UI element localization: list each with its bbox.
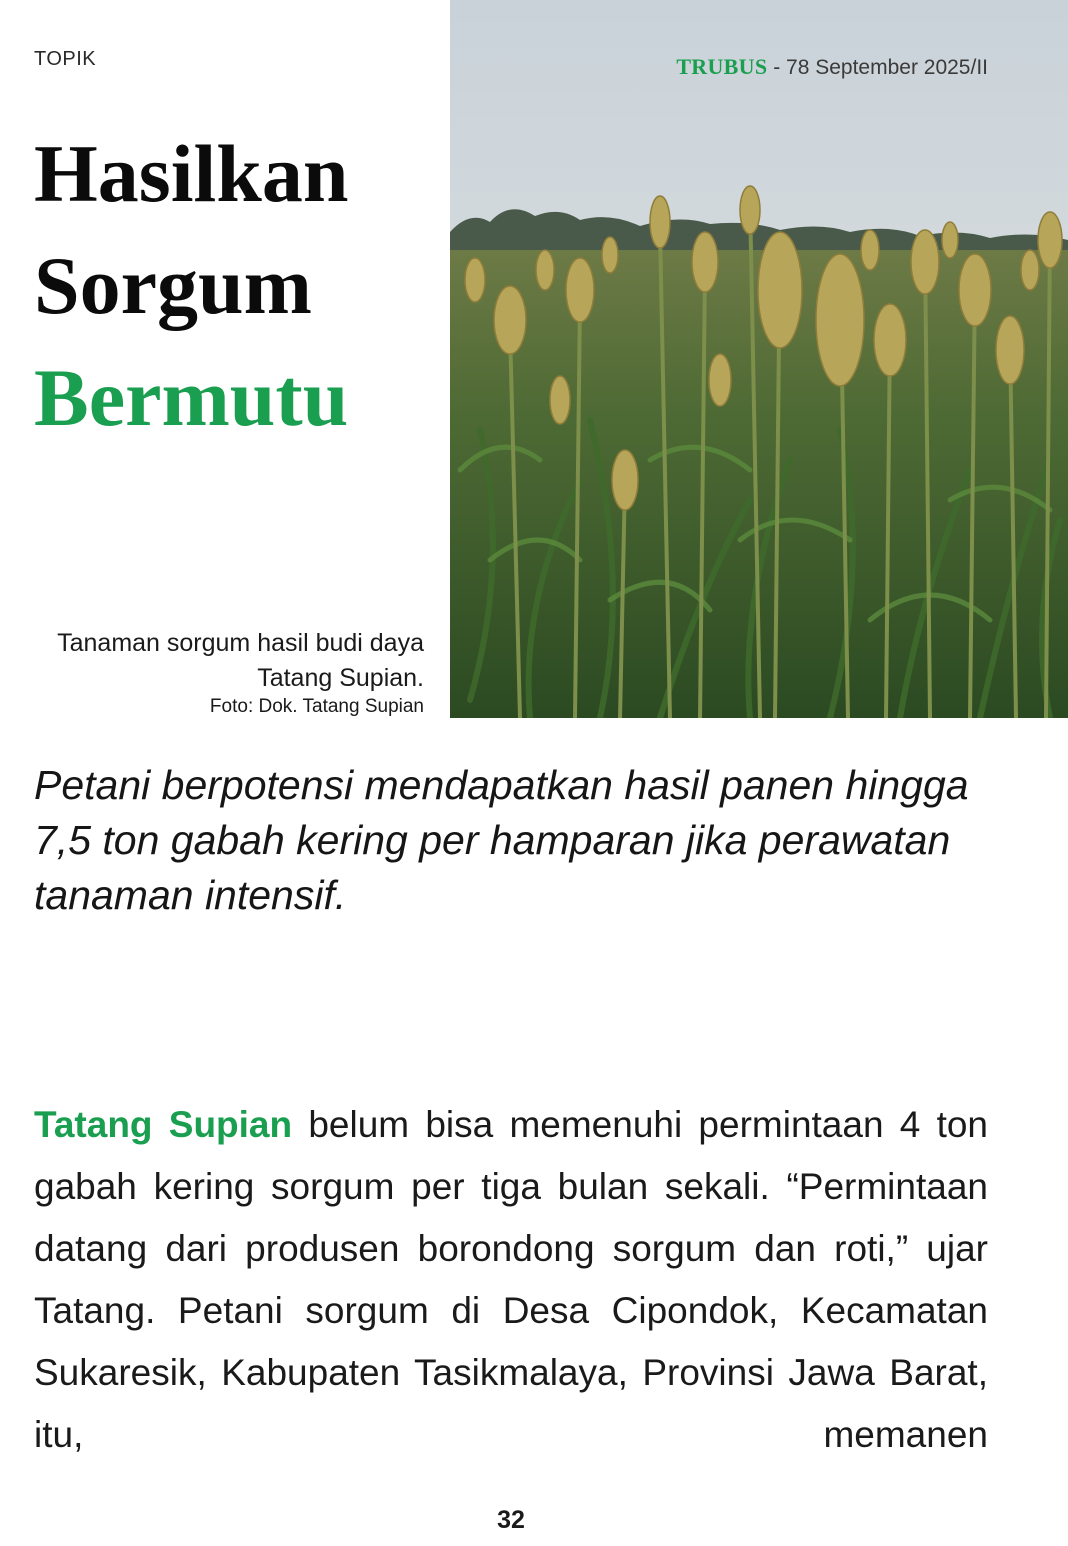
issue-info: - 78 September 2025/II — [767, 56, 988, 79]
page-number: 32 — [497, 1506, 525, 1534]
person-name: Tatang Supian — [34, 1104, 293, 1145]
title-line-3: Bermutu — [34, 352, 349, 443]
photo-credit: Foto: Dok. Tatang Supian — [209, 696, 424, 717]
article-title — [34, 118, 348, 454]
lead-paragraph: Petani berpotensi mendapatkan hasil panen hingga 7,5 ton gabah kering per hamparan jika perawatan tanaman intensif. — [34, 762, 969, 918]
magazine-logo: TRUBUS — [676, 54, 768, 79]
sorghum-field-photo — [450, 0, 1068, 718]
caption-text: Tanaman sorgum hasil budi daya Tatang Supian. — [57, 629, 424, 692]
photo-caption — [4, 626, 424, 718]
body-paragraph — [34, 1094, 988, 1466]
section-label: TOPIK — [34, 48, 97, 70]
title-line-1: Hasilkan — [34, 128, 349, 219]
masthead — [676, 54, 988, 80]
title-line-2: Sorgum — [34, 240, 312, 331]
body-text: belum bisa memenuhi permintaan 4 ton gabah kering sorgum per tiga bulan sekali. “Permintaan datang dari produsen borondong sorgum dan roti,” ujar Tatang. Petani sorgum di Desa Cipondok, Kecamatan Sukaresik, Kabupaten Tasikmalaya, Provinsi Jawa Barat, itu, memanen — [34, 1104, 989, 1455]
